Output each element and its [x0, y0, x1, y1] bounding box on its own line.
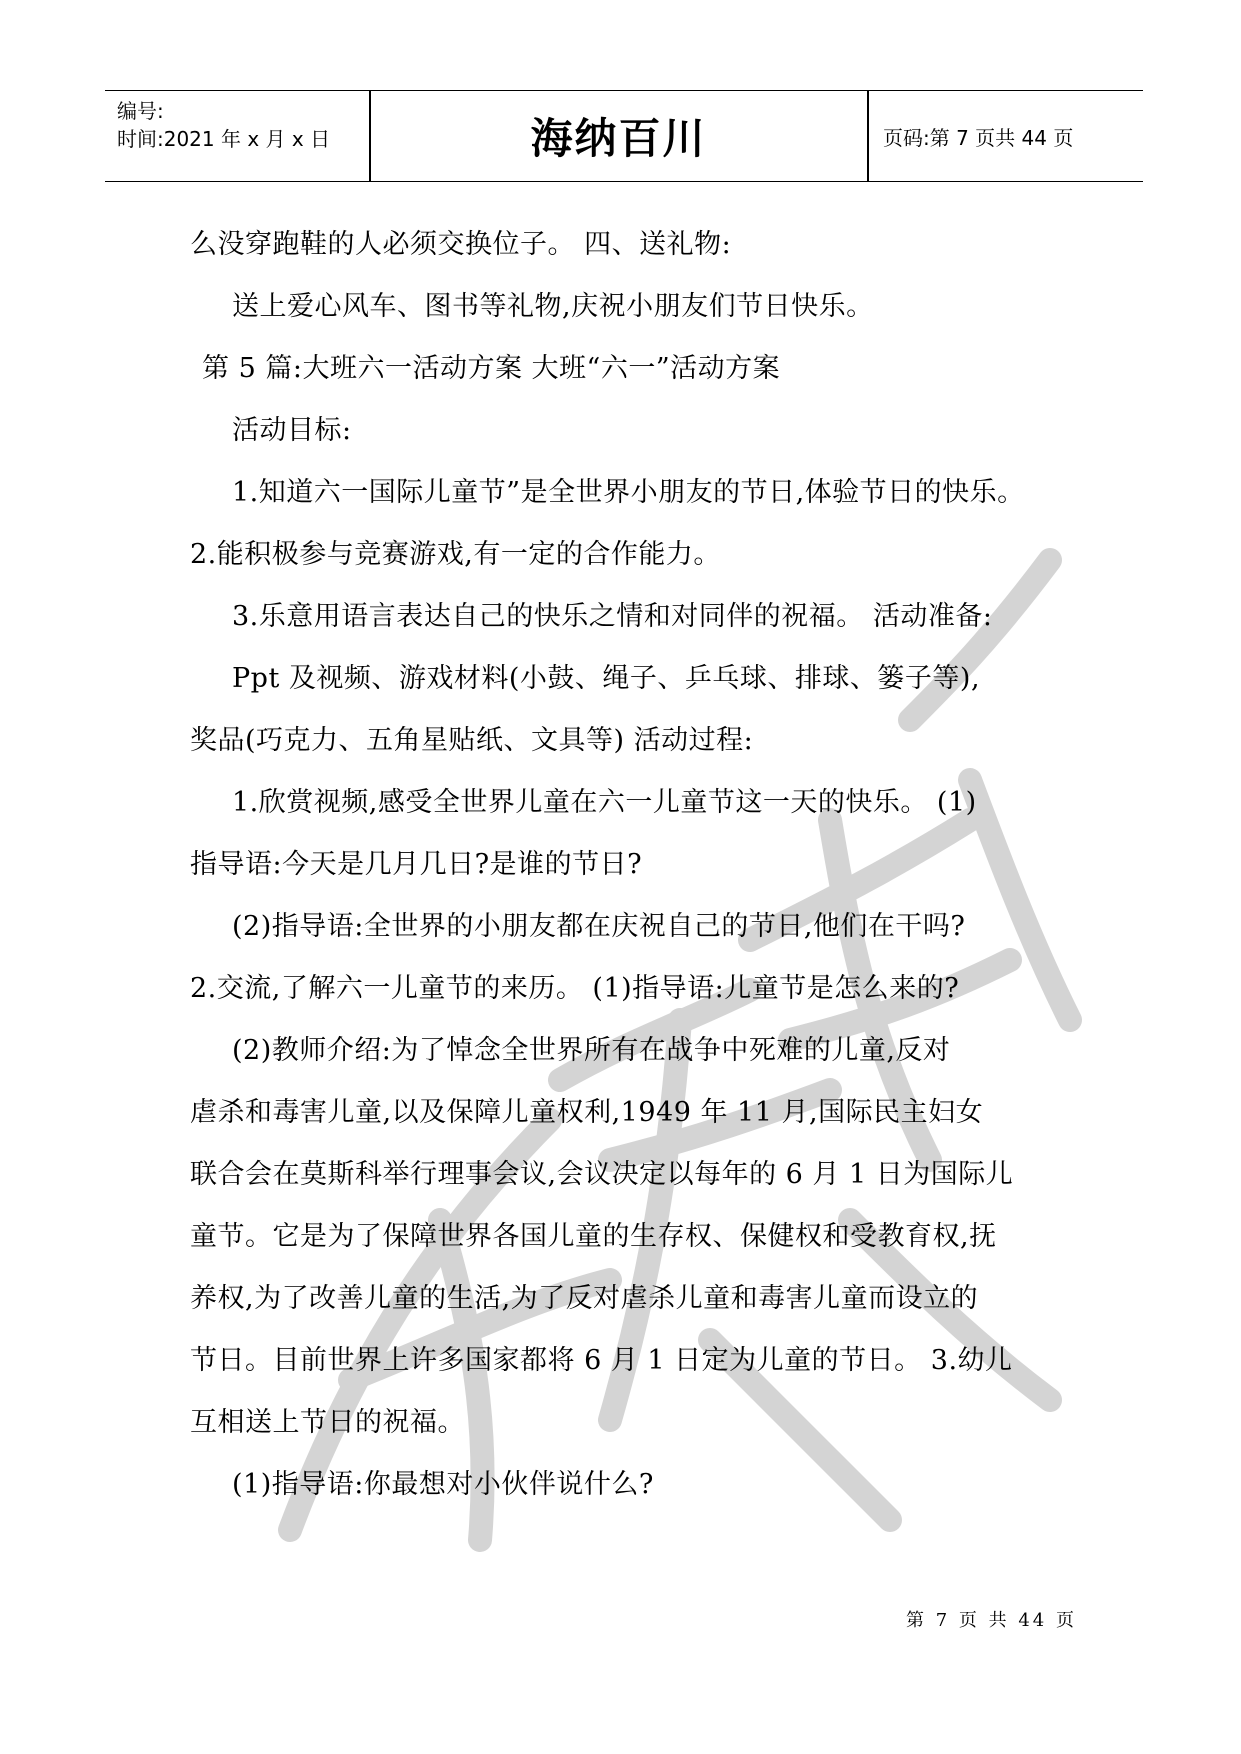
page-header: [105, 90, 1143, 182]
body-line: (2)教师介绍:为了悼念全世界所有在战争中死难的儿童,反对: [232, 1035, 951, 1066]
body-line: 指导语:今天是几月几日?是谁的节日?: [190, 849, 643, 880]
header-divider-right: [867, 91, 869, 181]
body-line: 么没穿跑鞋的人必须交换位子。 四、送礼物:: [190, 229, 732, 260]
body-line: 童节。它是为了保障世界各国儿童的生存权、保健权和受教育权,抚: [190, 1221, 997, 1252]
page-footer: 第 7 页 共 44 页: [906, 1610, 1077, 1631]
body-line: 节日。目前世界上许多国家都将 6 月 1 日定为儿童的节日。 3.幼儿: [190, 1345, 1013, 1376]
body-line: 联合会在莫斯科举行理事会议,会议决定以每年的 6 月 1 日为国际儿: [190, 1159, 1014, 1190]
header-meta: [117, 97, 330, 153]
section-heading: 第 5 篇:大班六一活动方案 大班“六一”活动方案: [202, 353, 781, 384]
header-page-label: 页码:第 7 页共 44 页: [883, 125, 1074, 150]
body-line: (1)指导语:你最想对小伙伴说什么?: [232, 1469, 654, 1500]
body-line: 3.乐意用语言表达自己的快乐之情和对同伴的祝福。 活动准备:: [232, 601, 993, 632]
body-line: 虐杀和毒害儿童,以及保障儿童权利,1949 年 11 月,国际民主妇女: [190, 1097, 984, 1128]
header-title: 海纳百川: [530, 114, 707, 163]
body-line: Ppt 及视频、游戏材料(小鼓、绳子、乒乓球、排球、篓子等),: [232, 663, 981, 694]
header-number-label: 编号:: [117, 99, 164, 123]
body-line: 互相送上节日的祝福。: [190, 1407, 465, 1438]
body-line: 2.交流,了解六一儿童节的来历。 (1)指导语:儿童节是怎么来的?: [190, 973, 960, 1004]
body-line: 2.能积极参与竞赛游戏,有一定的合作能力。: [190, 539, 721, 570]
body-line: 1.欣赏视频,感受全世界儿童在六一儿童节这一天的快乐。 (1): [232, 787, 977, 818]
header-time-label: 时间:2021 年 x 月 x 日: [117, 127, 331, 151]
body-line: 活动目标:: [232, 415, 352, 446]
body-line: 奖品(巧克力、五角星贴纸、文具等) 活动过程:: [190, 725, 754, 756]
body-line: (2)指导语:全世界的小朋友都在庆祝自己的节日,他们在干吗?: [232, 911, 966, 942]
body-line: 1.知道六一国际儿童节”是全世界小朋友的节日,体验节日的快乐。: [232, 477, 1025, 508]
body-line: 送上爱心风车、图书等礼物,庆祝小朋友们节日快乐。: [232, 291, 874, 322]
body-line: 养权,为了改善儿童的生活,为了反对虐杀儿童和毒害儿童而设立的: [190, 1283, 979, 1314]
